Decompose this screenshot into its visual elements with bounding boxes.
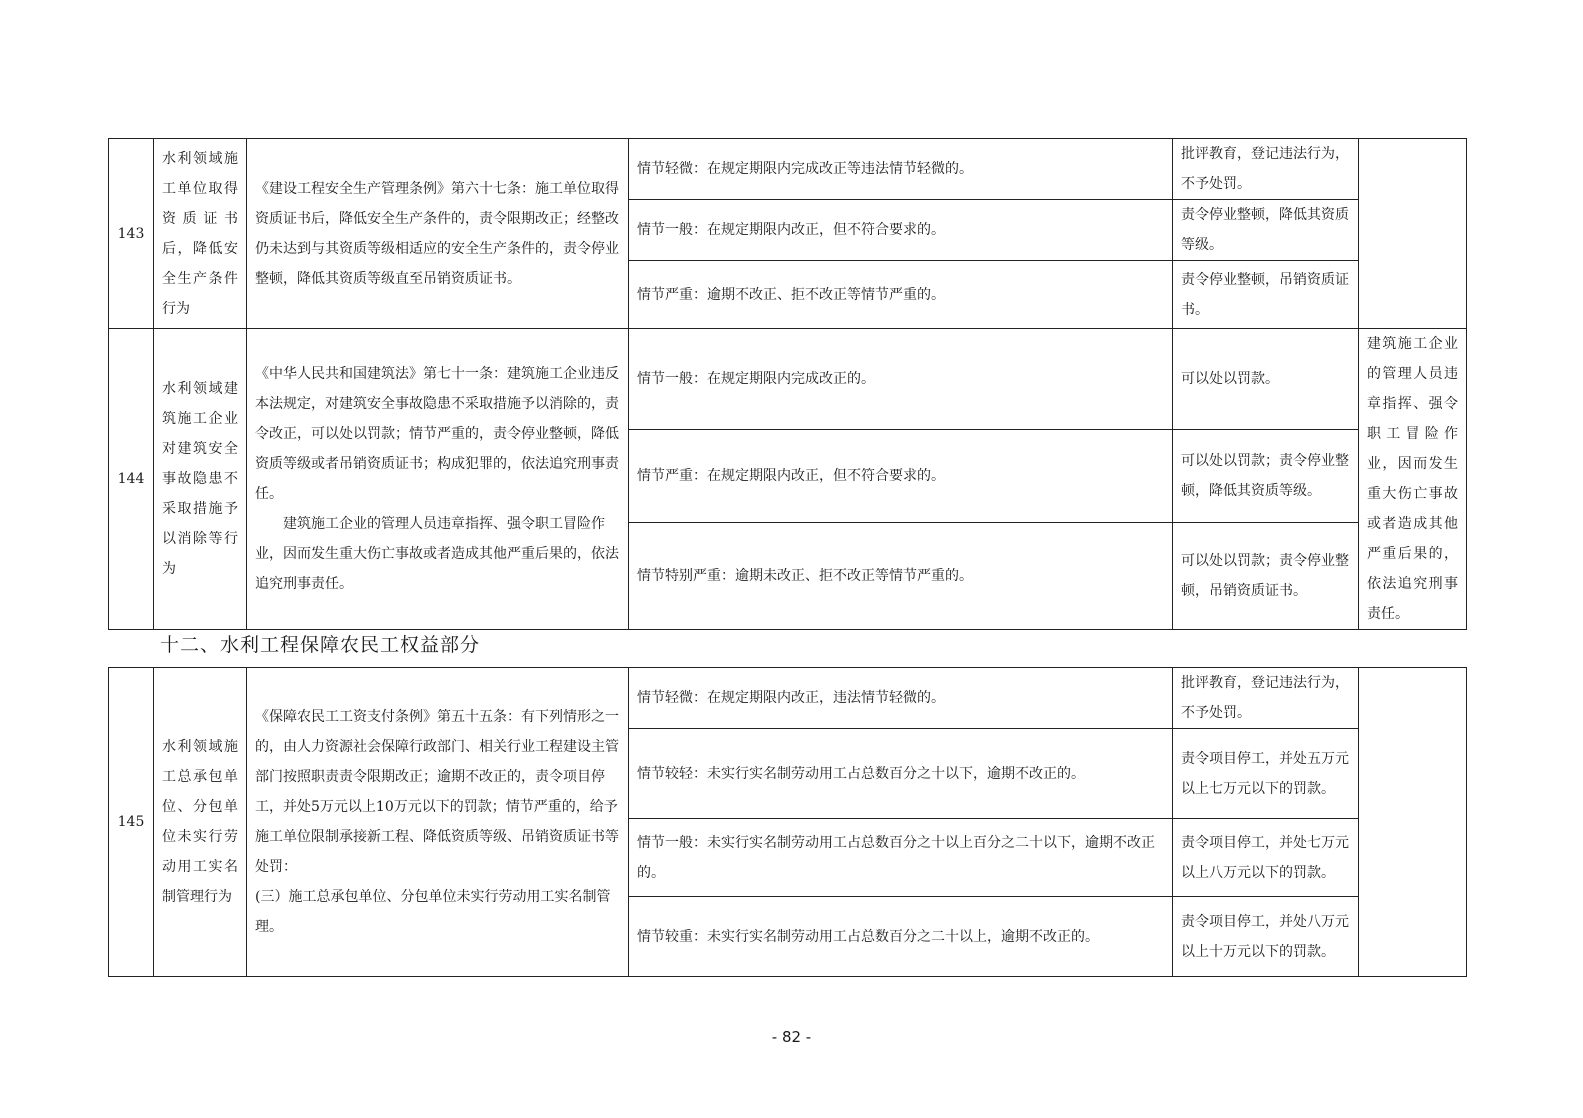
- penalty: 责令停业整顿，吊销资质证书。: [1173, 261, 1359, 329]
- row-number: 145: [109, 668, 154, 977]
- circumstance: 情节一般：在规定期限内完成改正的。: [629, 329, 1173, 430]
- row-number: 144: [109, 329, 154, 630]
- circumstance: 情节轻微：在规定期限内完成改正等违法情节轻微的。: [629, 139, 1173, 200]
- section-title: 十二、水利工程保障农民工权益部分: [160, 634, 481, 656]
- penalty: 责令项目停工，并处八万元以上十万元以下的罚款。: [1173, 897, 1359, 977]
- page-number: - 82 -: [771, 1028, 812, 1046]
- legal-basis: 《中华人民共和国建筑法》第七十一条：建筑施工企业违反本法规定，对建筑安全事故隐患不采取措施予以消除的，责令改正，可以处以罚款；情节严重的，责令停业整顿，降低资质等级或者吊销资质证书；构成犯罪的，依法追究刑事责任。 建筑施工企业的管理人员违章指挥、强令职工冒险作业，因而发生重大伤亡事故或者造成其他严重后果的，依法追究刑事责任。: [247, 329, 629, 630]
- violation-item: 水利领域施工单位取得资质证书后，降低安全生产条件行为: [154, 139, 247, 329]
- penalty-table-1: [108, 138, 1467, 630]
- circumstance: 情节较轻：未实行实名制劳动用工占总数百分之十以下，逾期不改正的。: [629, 729, 1173, 819]
- penalty: 批评教育，登记违法行为，不予处罚。: [1173, 139, 1359, 200]
- circumstance: 情节轻微：在规定期限内改正，违法情节轻微的。: [629, 668, 1173, 729]
- violation-item: 水利领域施工总承包单位、分包单位未实行劳动用工实名制管理行为: [154, 668, 247, 977]
- penalty-table-2: [108, 667, 1467, 977]
- penalty: 责令停业整顿，降低其资质等级。: [1173, 200, 1359, 261]
- circumstance: 情节较重：未实行实名制劳动用工占总数百分之二十以上，逾期不改正的。: [629, 897, 1173, 977]
- penalty: 可以处以罚款。: [1173, 329, 1359, 430]
- legal-basis: 《建设工程安全生产管理条例》第六十七条：施工单位取得资质证书后，降低安全生产条件的，责令限期改正；经整改仍未达到与其资质等级相适应的安全生产条件的，责令停业整顿，降低其资质等级直至吊销资质证书。: [247, 139, 629, 329]
- circumstance: 情节一般：未实行实名制劳动用工占总数百分之十以上百分之二十以下，逾期不改正的。: [629, 819, 1173, 897]
- remark: [1359, 139, 1467, 329]
- penalty: 可以处以罚款；责令停业整顿，吊销资质证书。: [1173, 523, 1359, 630]
- circumstance: 情节严重：逾期不改正、拒不改正等情节严重的。: [629, 261, 1173, 329]
- penalty: 责令项目停工，并处五万元以上七万元以下的罚款。: [1173, 729, 1359, 819]
- violation-item: 水利领域建筑施工企业对建筑安全事故隐患不采取措施予以消除等行为: [154, 329, 247, 630]
- circumstance: 情节一般：在规定期限内改正，但不符合要求的。: [629, 200, 1173, 261]
- penalty: 责令项目停工，并处七万元以上八万元以下的罚款。: [1173, 819, 1359, 897]
- row-number: 143: [109, 139, 154, 329]
- legal-basis: 《保障农民工工资支付条例》第五十五条：有下列情形之一的，由人力资源社会保障行政部门、相关行业工程建设主管部门按照职责责令限期改正；逾期不改正的，责令项目停工，并处5万元以上10万元以下的罚款；情节严重的，给予施工单位限制承接新工程、降低资质等级、吊销资质证书等处罚： (三）施工总承包单位、分包单位未实行劳动用工实名制管理。: [247, 668, 629, 977]
- remark: [1359, 668, 1467, 977]
- penalty: 批评教育，登记违法行为，不予处罚。: [1173, 668, 1359, 729]
- penalty: 可以处以罚款；责令停业整顿，降低其资质等级。: [1173, 429, 1359, 522]
- remark: 建筑施工企业的管理人员违章指挥、强令职工冒险作业，因而发生重大伤亡事故或者造成其他严重后果的，依法追究刑事责任。: [1359, 329, 1467, 630]
- circumstance: 情节严重：在规定期限内改正，但不符合要求的。: [629, 429, 1173, 522]
- circumstance: 情节特别严重：逾期未改正、拒不改正等情节严重的。: [629, 523, 1173, 630]
